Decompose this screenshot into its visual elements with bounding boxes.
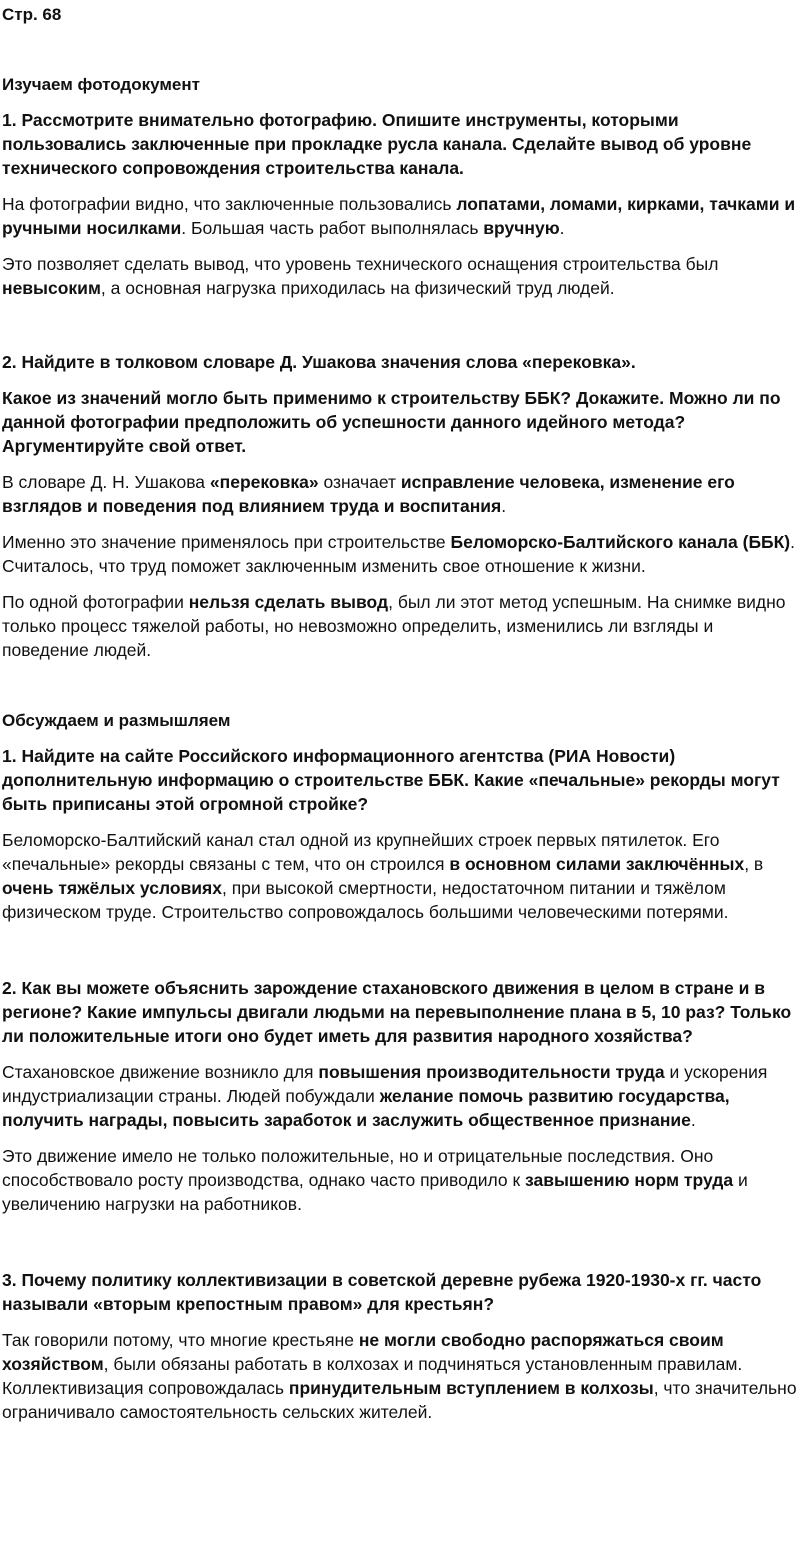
answer-paragraph [2,828,798,924]
answer-text: означает [318,472,401,492]
question-2-subquestion: Какое из значений могло быть применимо к строительству ББК? Докажите. Можно ли по данной фотографии предположить об успешности данного идейного метода? Аргументируйте свой ответ. [2,388,781,456]
question-1-tools: 1. Рассмотрите внимательно фотографию. Опишите инструменты, которыми пользовались заключенные при прокладке русла канала. Сделайте вывод об уровне технического сопровождения строительства канала. [2,110,752,178]
answer-text: , в [744,854,764,874]
answer-text: и увеличению нагрузки на работников. [2,1170,748,1214]
answer-text: . [559,218,565,238]
answer-paragraph [2,590,798,662]
page-number: Стр. 68 [2,5,62,24]
answer-text: , что значительно ограничивало самостоятельность сельских жителей. [2,1378,797,1422]
emphasis-text: очень тяжёлых условиях [2,878,222,898]
answer-paragraph [2,470,798,518]
emphasis-text: вручную [483,218,560,238]
emphasis-text: «перековка» [209,472,319,492]
answer-text: . Большая часть работ выполнялась [181,218,484,238]
emphasis-text: не могли свободно распоряжаться своим хозяйством [2,1330,724,1374]
emphasis-text: Беломорско-Балтийского канала (ББК) [450,532,791,552]
emphasis-text: исправление человека, изменение его взглядов и поведения под влиянием труда и воспитания [2,472,735,516]
page [0,4,800,1558]
answer-text: . [690,1110,696,1130]
emphasis-text: завышению норм труда [525,1170,734,1190]
answer-text: Стахановское движение возникло для [2,1062,319,1082]
answer-paragraph [2,1144,798,1216]
answer-text: Беломорско-Балтийский канал стал одной из крупнейших строек первых пятилеток. Его «печальные» рекорды связаны с тем, что он строился [2,830,720,874]
answer-text: , а основная нагрузка приходилась на физический труд людей. [100,278,615,298]
emphasis-text: лопатами, ломами, кирками, тачками и ручными носилками [2,194,796,238]
emphasis-text: в основном силами заключённых [449,854,745,874]
question-2-stakhanov: 2. Как вы можете объяснить зарождение стахановского движения в целом в стране и в регионе? Какие импульсы двигали людьми на перевыполнение плана в 5, 10 раз? Только ли положительные итоги оно будет иметь для развития народного хозяйства? [2,978,792,1046]
answer-text: Так говорили потому, что многие крестьяне [2,1330,359,1350]
answer-paragraph [2,530,798,578]
answer-paragraph [2,252,798,300]
emphasis-text: принудительным вступлением в колхозы [288,1378,654,1398]
answer-text: и ускорения индустриализации страны. Людей побуждали [2,1062,768,1106]
section-title-discussion: Обсуждаем и размышляем [2,711,231,730]
section-title-photo-document: Изучаем фотодокумент [2,75,200,94]
answer-text: Это позволяет сделать вывод, что уровень технического оснащения строительства был [2,254,719,274]
answer-text: , были обязаны работать в колхозах и подчиняться установленным правилам. Коллективизация сопровождалась [2,1354,743,1398]
answer-text: По одной фотографии [2,592,189,612]
answer-text: В словаре Д. Н. Ушакова [2,472,210,492]
answer-text: Это движение имело не только положительные, но и отрицательные последствия. Оно способствовало росту производства, однако часто приводило к [2,1146,714,1190]
answer-paragraph [2,1328,798,1424]
answer-text: , при высокой смертности, недостаточном питании и тяжёлом физическом труде. Строительство сопровождалось большими человеческими потерями. [2,878,729,922]
answer-text: На фотографии видно, что заключенные пользовались [2,194,457,214]
answer-text: Именно это значение применялось при строительстве [2,532,451,552]
emphasis-text: повышения производительности труда [318,1062,665,1082]
question-3-collectivization: 3. Почему политику коллективизации в советской деревне рубежа 1920-1930-х гг. часто называли «вторым крепостным правом» для крестьян? [2,1270,762,1314]
emphasis-text: желание помочь развитию государства, получить награды, повысить заработок и заслужить общественное признание [2,1086,730,1130]
emphasis-text: невысоким [2,278,101,298]
question-2-perekovka: 2. Найдите в толковом словаре Д. Ушакова значения слова «перековка». [2,352,636,372]
answer-text: , был ли этот метод успешным. На снимке видно только процесс тяжелой работы, но невозможно определить, изменились ли взгляды и поведение людей. [2,592,786,660]
answer-text: . Считалось, что труд поможет заключенным изменить свое отношение к жизни. [2,532,795,576]
answer-paragraph [2,1060,798,1132]
emphasis-text: нельзя сделать вывод [188,592,389,612]
answer-text: . [501,496,507,516]
question-1-bbk-records: 1. Найдите на сайте Российского информационного агентства (РИА Новости) дополнительную информацию о строительстве ББК. Какие «печальные» рекорды могут быть приписаны этой огромной стройке? [2,746,780,814]
answer-paragraph [2,192,798,240]
